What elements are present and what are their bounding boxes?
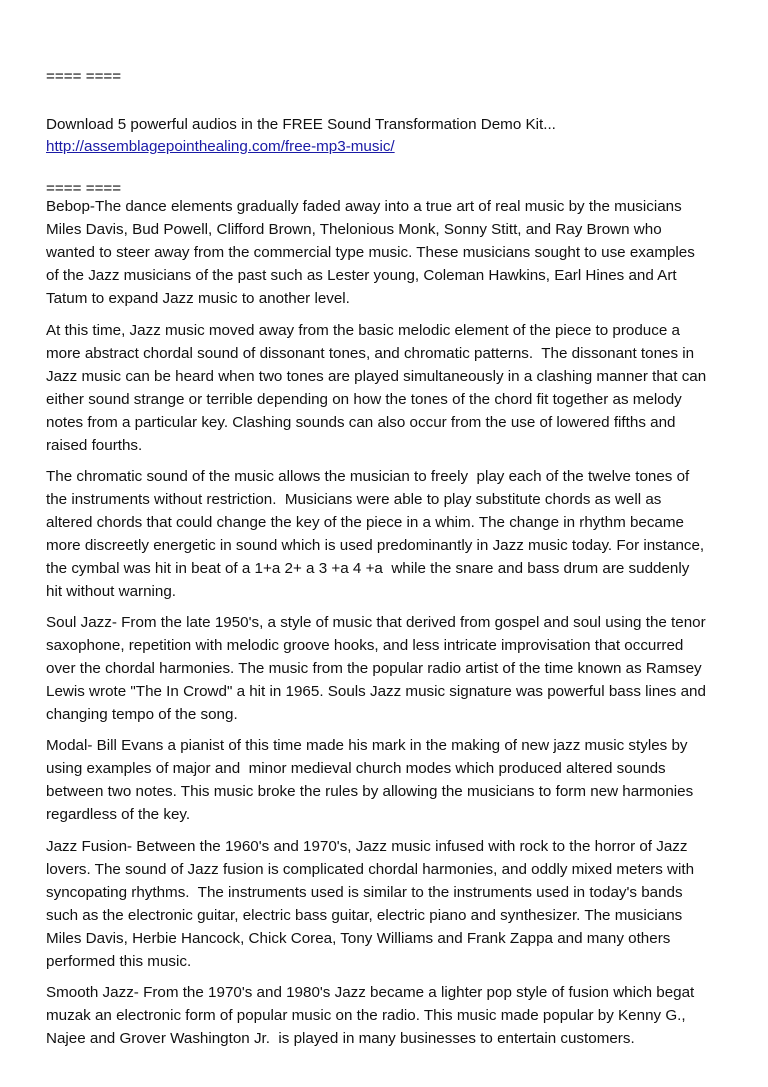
paragraph-line: changing tempo of the song. [46,706,238,723]
paragraph-line: notes from a particular key. Clashing sounds can also occur from the use of lowered fifths and [46,414,676,431]
paragraph-line: Modal- Bill Evans a pianist of this time made his mark in the making of new jazz music styles by [46,737,688,754]
paragraph-line: using examples of major and minor medieval church modes which produced altered sounds [46,760,666,777]
paragraph-line: syncopating rhythms. The instruments used is similar to the instruments used in today's bands [46,884,683,901]
paragraph-line: Smooth Jazz- From the 1970's and 1980's Jazz became a lighter pop style of fusion which begat [46,984,695,1001]
paragraph-line: such as the electronic guitar, electric bass guitar, electric piano and synthesizer. The musicians [46,907,683,924]
paragraph-line: more discreetly energetic in sound which is used predominantly in Jazz music today. For instance, [46,537,705,554]
paragraph-line: Jazz Fusion- Between the 1960's and 1970's, Jazz music infused with rock to the horror of Jazz [46,838,688,855]
paragraph-line: either sound strange or terrible depending on how the tones of the chord fit together as melody [46,391,682,408]
download-text: Download 5 powerful audios in the FREE Sound Transformation Demo Kit... [46,116,556,133]
paragraph-line: performed this music. [46,953,192,970]
paragraph-line: more abstract chordal sound of dissonant tones, and chromatic patterns. The dissonant tones in [46,345,695,362]
paragraph-line: the instruments without restriction. Musicians were able to play substitute chords as well as [46,491,662,508]
download-link[interactable]: http://assemblagepointhealing.com/free-mp3-music/ [46,138,395,155]
paragraph-line: At this time, Jazz music moved away from the basic melodic element of the piece to produce a [46,322,680,339]
paragraph-line: Tatum to expand Jazz music to another level. [46,290,350,307]
paragraph-line: Miles Davis, Bud Powell, Clifford Brown, Thelonious Monk, Sonny Stitt, and Ray Brown who [46,221,662,238]
paragraph-line: Soul Jazz- From the late 1950's, a style of music that derived from gospel and soul using the tenor [46,614,706,631]
separator: ==== ==== [46,68,122,85]
paragraph-line: raised fourths. [46,437,143,454]
paragraph-line: Najee and Grover Washington Jr. is played in many businesses to entertain customers. [46,1030,635,1047]
paragraph-line: The chromatic sound of the music allows the musician to freely play each of the twelve tones of [46,468,690,485]
paragraph-line: Miles Davis, Herbie Hancock, Chick Corea, Tony Williams and Frank Zappa and many others [46,930,671,947]
paragraph-line: hit without warning. [46,583,177,600]
paragraph-line: altered chords that could change the key of the piece in a whim. The change in rhythm became [46,514,684,531]
paragraph-line: regardless of the key. [46,806,191,823]
paragraph-line: the cymbal was hit in beat of a 1+a 2+ a 3 +a 4 +a while the snare and bass drum are suddenly [46,560,690,577]
paragraph-line: over the chordal harmonies. The music from the popular radio artist of the time known as Ramsey [46,660,702,677]
paragraph-line: Jazz music can be heard when two tones are played simultaneously in a clashing manner that can [46,368,707,385]
separator-2: ==== ==== [46,180,122,197]
paragraph-line: lovers. The sound of Jazz fusion is complicated chordal harmonies, and oddly mixed meters with [46,861,695,878]
paragraph-line: saxophone, repetition with melodic groove hooks, and less intricate improvisation that occurred [46,637,684,654]
paragraph-line: Lewis wrote "The In Crowd" a hit in 1965. Souls Jazz music signature was powerful bass lines and [46,683,706,700]
paragraph-line: Bebop-The dance elements gradually faded away into a true art of real music by the musicians [46,198,682,215]
paragraph-line: of the Jazz musicians of the past such as Lester young, Coleman Hawkins, Earl Hines and Art [46,267,677,284]
paragraph-line: muzak an electronic form of popular music on the radio. This music made popular by Kenny G., [46,1007,686,1024]
paragraph-line: between two notes. This music broke the rules by allowing the musicians to form new harmonies [46,783,694,800]
paragraph-line: wanted to steer away from the commercial type music. These musicians sought to use examples [46,244,695,261]
